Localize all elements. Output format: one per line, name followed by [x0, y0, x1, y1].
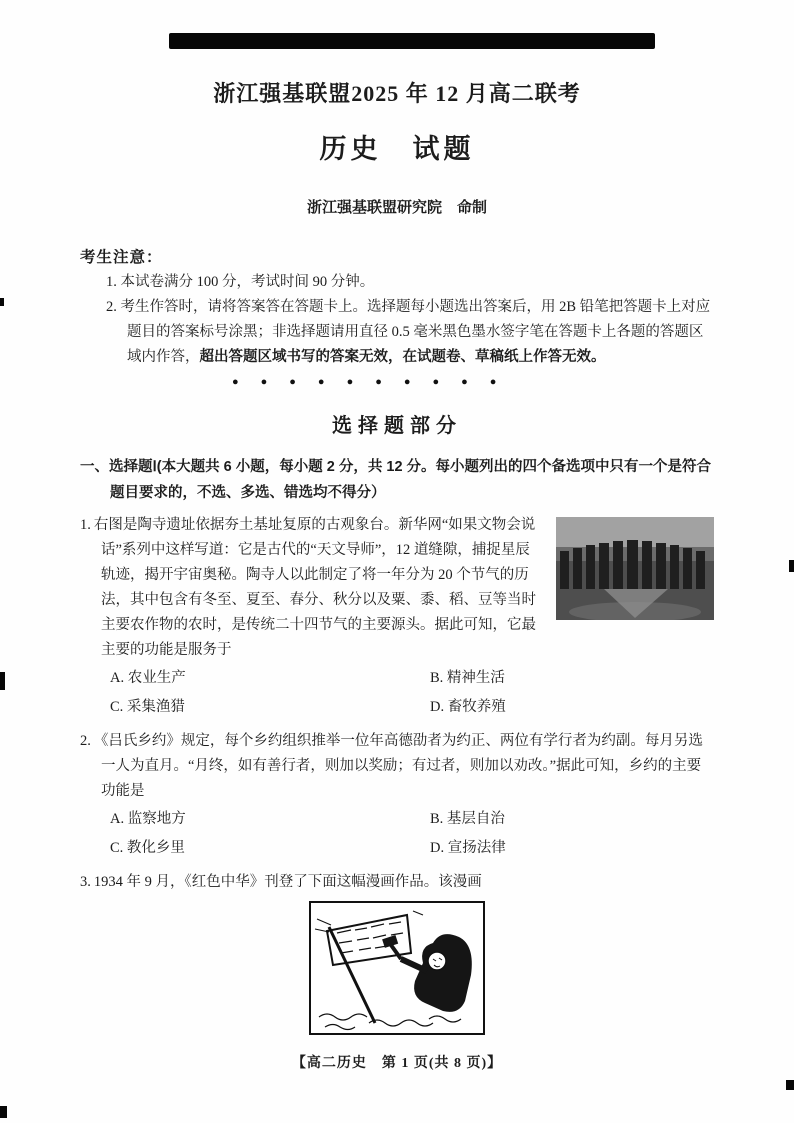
- question-1-option-d: D. 畜牧养殖: [430, 699, 506, 715]
- question-2-options: [80, 805, 714, 863]
- page-footer: 【高二历史 第 1 页(共 8 页)】: [291, 1056, 503, 1071]
- issuer-line: 浙江强基联盟研究院 命制: [306, 200, 487, 216]
- question-1-number: 1.: [80, 517, 91, 533]
- question-1-text-block: [80, 513, 714, 663]
- question-2-number: 2.: [80, 733, 91, 749]
- separator-dots: ● ● ● ● ● ● ● ● ● ●: [232, 376, 497, 388]
- question-1: [80, 513, 714, 722]
- question-3: [80, 870, 714, 1044]
- question-3-text-block: [80, 870, 714, 895]
- exam-title: 浙江强基联盟2025 年 12 月高二联考: [213, 81, 581, 106]
- observatory-photo-image: [556, 517, 714, 620]
- section-intro: 一、选择题Ⅰ(本大题共 6 小题，每小题 2 分，共 12 分。每小题列出的四个备选项中只有一个是符合题目要求的，不选、多选、错选均不得分）: [80, 459, 712, 501]
- question-3-cartoon-wrap: [80, 901, 714, 1044]
- notice-item-2: [106, 295, 714, 370]
- question-3-number: 3.: [80, 874, 91, 890]
- question-3-text: 1934 年 9 月，《红色中华》刊登了下面这幅漫画作品。该漫画: [93, 874, 482, 890]
- question-2-text: 《吕氏乡约》规定，每个乡约组织推举一位年高德劭者为约正、两位有学行者为约副。每月另选一人为直月。“月终，如有善行者，则加以奖励；有过者，则加以劝改。”据此可知，乡约的主要功能是: [93, 733, 703, 799]
- question-1-option-c: C. 采集渔猎: [110, 699, 185, 715]
- notice-item-2-warning: 超出答题区域书写的答案无效，在试题卷、草稿纸上作答无效。: [199, 349, 606, 365]
- question-1-option-a: A. 农业生产: [110, 670, 186, 686]
- question-2-option-a: A. 监察地方: [110, 811, 186, 827]
- notice-item-1: [106, 270, 714, 295]
- question-1-observatory-photo: [556, 517, 714, 620]
- question-1-text: 右图是陶寺遗址依据夯土基址复原的古观象台。新华网“如果文物会说话”系列中这样写道：它是古代的“天文导师”，12 道缝隙，捕捉星辰轨迹，揭开宇宙奥秘。陶寺人以此制定了将一年分为 20 个节气的历法，其中包含有冬至、夏至、春分、秋分以及粟、黍、稻、豆等当时主要农作物的农时，是传统二十四节气的主要源头。据此可知，它最主要的功能是服务于: [93, 517, 536, 658]
- question-2-option-b: B. 基层自治: [430, 811, 505, 827]
- notice-title: 考生注意：: [80, 249, 163, 266]
- question-1-options: [80, 664, 714, 722]
- notice-item-2-text: 2. 考生作答时，请将答案答在答题卡上。选择题每小题选出答案后，用 2B 铅笔把答题卡上对应题目的答案标号涂黑；非选择题请用直径 0.5 毫米黑色墨水签字笔在答题卡上各题的答题区域内作答，: [106, 299, 711, 365]
- notice-item-1-text: 1. 本试卷满分 100 分，考试时间 90 分钟。: [106, 274, 375, 290]
- candidate-notice: [80, 245, 714, 390]
- section-title: 选择题部分: [332, 415, 462, 437]
- question-2-text-block: [80, 729, 714, 804]
- subject-title: 历史 试题: [319, 134, 475, 164]
- question-2: [80, 729, 714, 863]
- red-china-cartoon-image: [309, 901, 485, 1035]
- question-1-option-b: B. 精神生活: [430, 670, 505, 686]
- question-2-option-d: D. 宣扬法律: [430, 840, 506, 856]
- question-2-option-c: C. 教化乡里: [110, 840, 185, 856]
